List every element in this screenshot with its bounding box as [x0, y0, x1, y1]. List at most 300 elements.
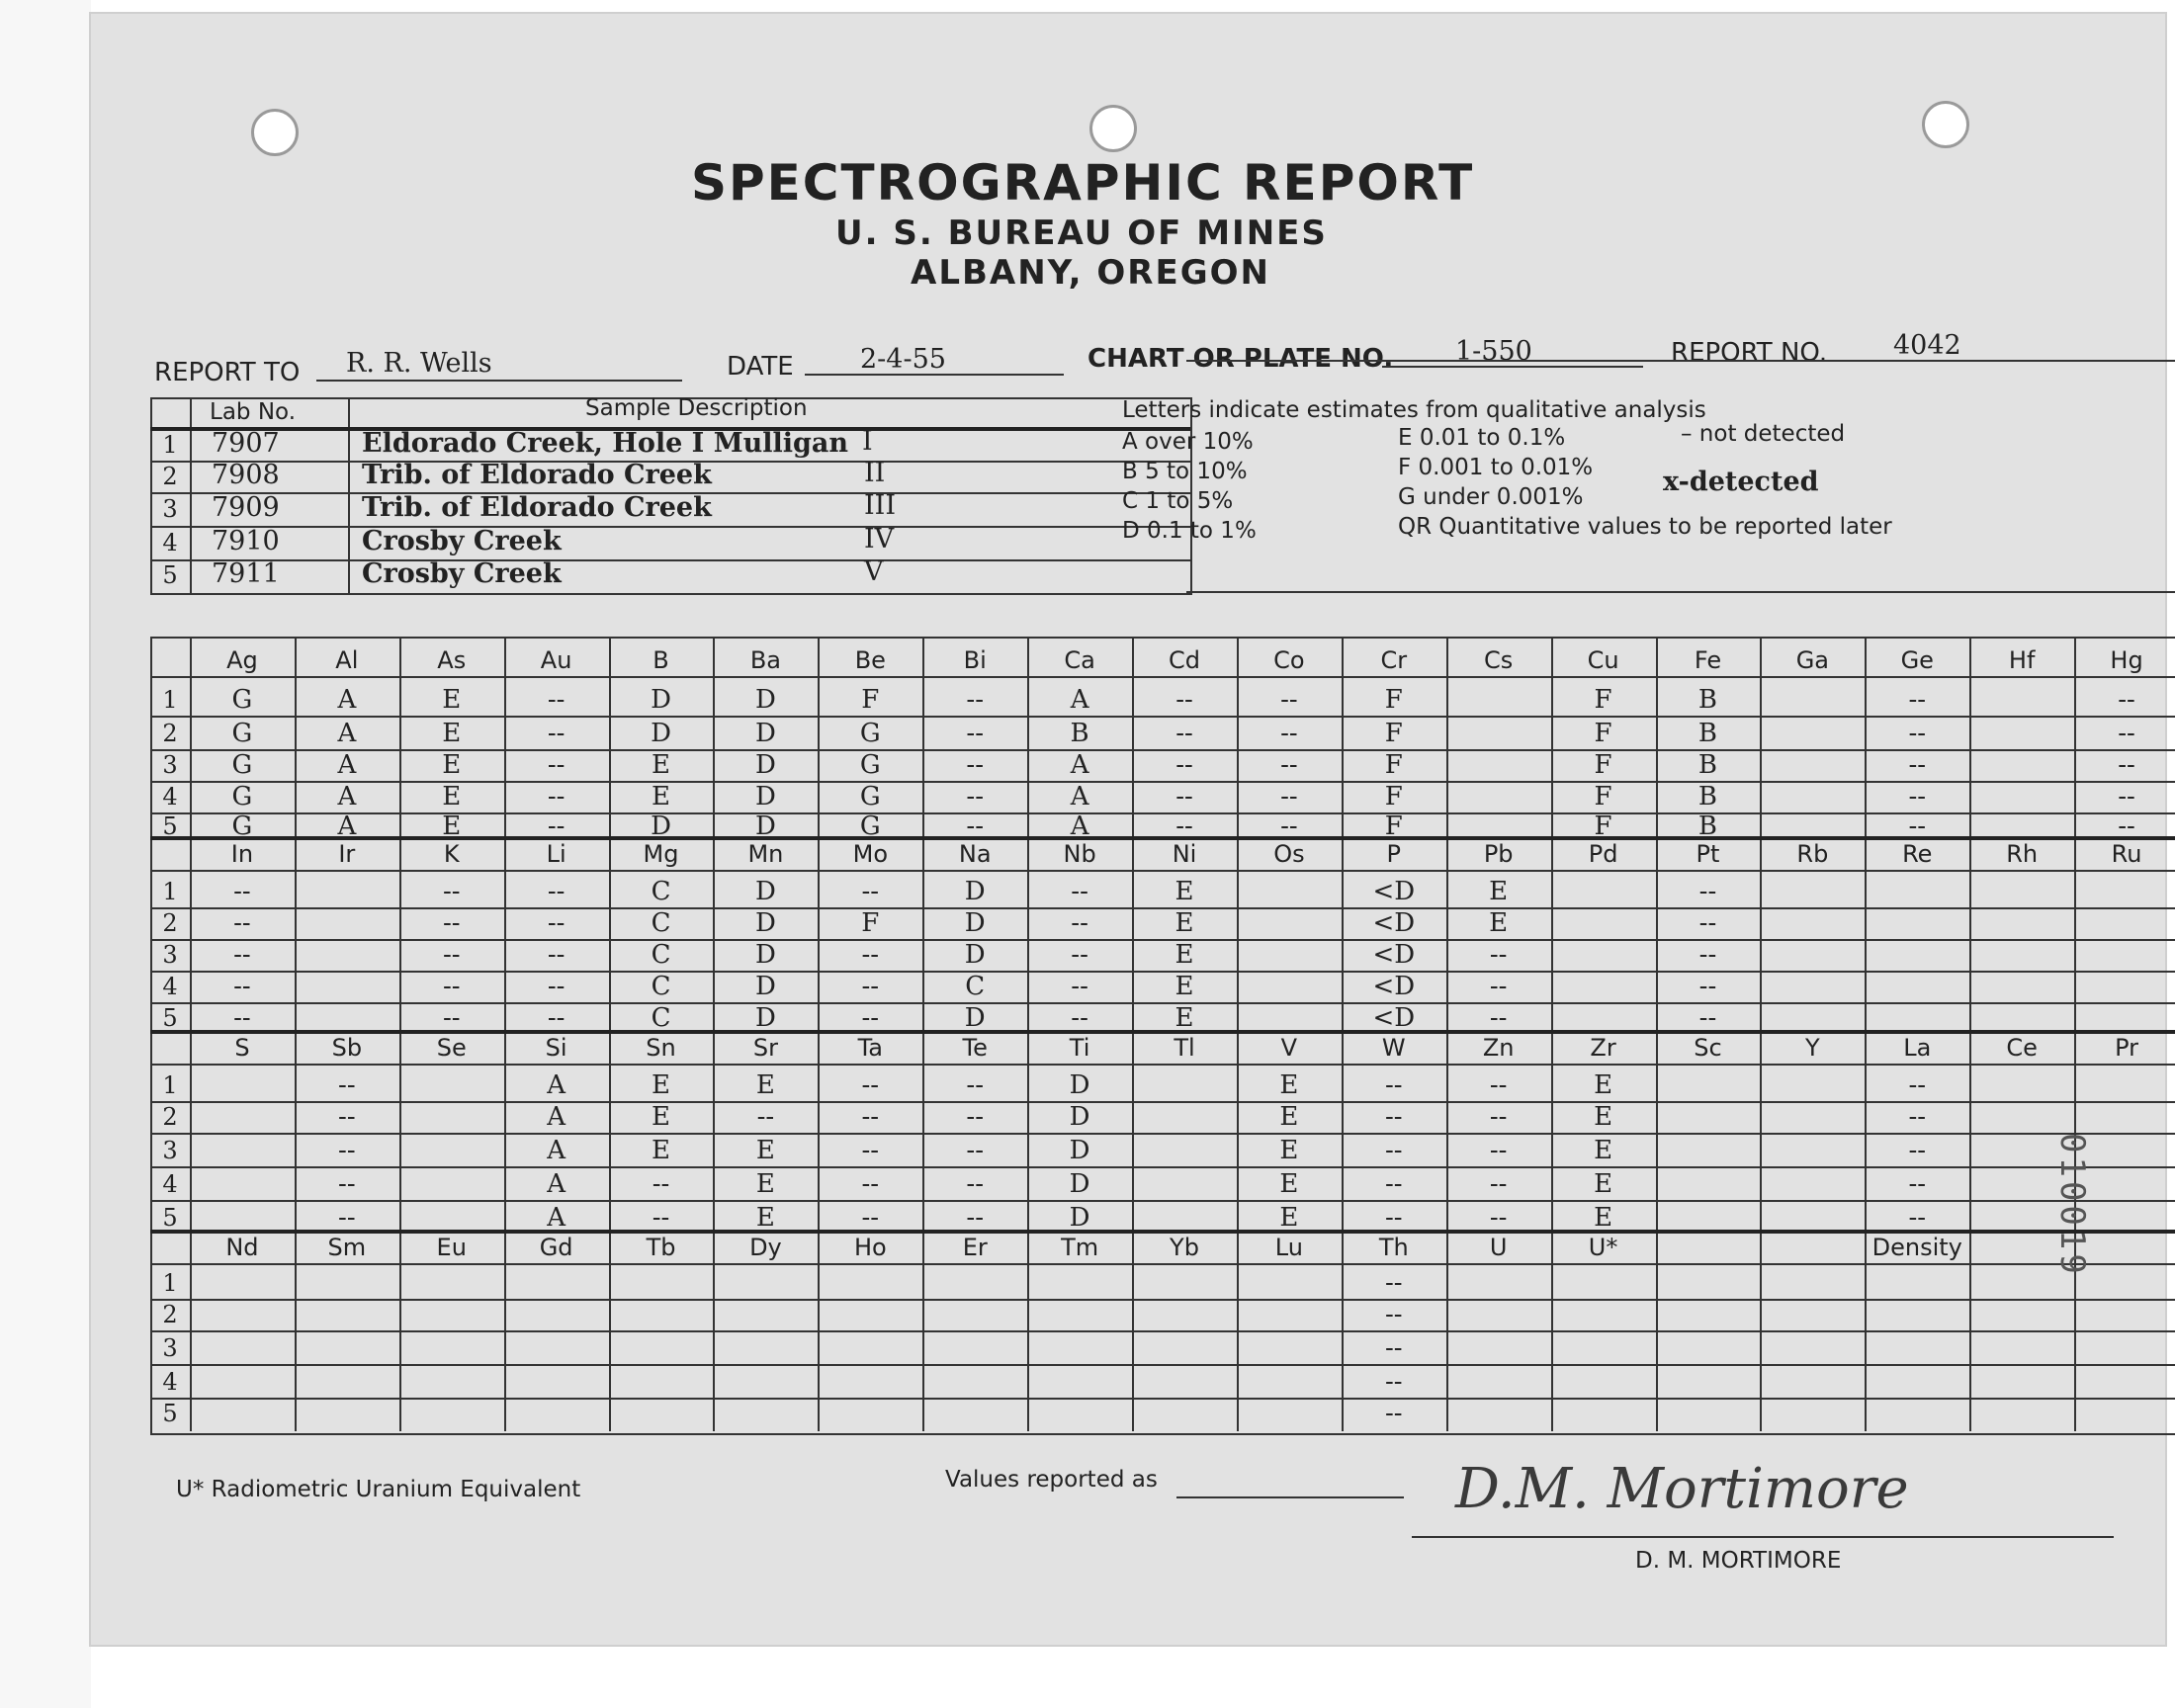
element-symbol-header: Ru: [2111, 840, 2142, 868]
element-estimate-cell: --: [338, 1136, 356, 1165]
element-symbol-header: Pr: [2115, 1034, 2139, 1062]
element-estimate-cell: --: [966, 1070, 984, 1100]
element-estimate-cell: --: [1384, 1367, 1403, 1397]
element-estimate-cell: --: [1071, 877, 1088, 906]
element-estimate-cell: D: [651, 719, 671, 748]
element-symbol-header: S: [234, 1034, 250, 1062]
element-estimate-cell: --: [338, 1169, 356, 1199]
element-symbol-header: Mo: [852, 840, 889, 868]
element-symbol-header: Cd: [1169, 646, 1200, 674]
element-estimate-cell: F: [1384, 685, 1403, 715]
stamp-number: 010019: [2052, 1133, 2092, 1278]
element-symbol-header: Gd: [539, 1234, 573, 1261]
element-estimate-cell: E: [755, 1169, 775, 1199]
element-estimate-cell: --: [861, 1003, 880, 1033]
element-estimate-cell: --: [1384, 1268, 1403, 1298]
sample-table-rule: [150, 559, 1190, 561]
element-estimate-cell: --: [547, 972, 566, 1001]
sample-roman: V: [864, 556, 884, 587]
element-estimate-cell: --: [1908, 750, 1927, 780]
element-estimate-cell: --: [1384, 1169, 1403, 1199]
element-estimate-cell: --: [756, 1102, 775, 1132]
element-grid-row-number: 5: [162, 1004, 178, 1032]
element-grid-row-number: 5: [162, 1400, 178, 1427]
element-symbol-header: In: [230, 840, 254, 868]
element-symbol-header: Ag: [226, 646, 258, 674]
element-estimate-cell: --: [442, 877, 461, 906]
element-estimate-cell: D: [964, 877, 986, 906]
element-estimate-cell: B: [1070, 719, 1089, 748]
sample-roman: III: [864, 490, 896, 521]
element-estimate-cell: E: [442, 811, 462, 841]
element-symbol-header: Ir: [338, 840, 356, 868]
element-symbol-header: Au: [540, 646, 572, 674]
element-symbol-header: Ga: [1795, 646, 1830, 674]
element-estimate-cell: E: [1489, 877, 1509, 906]
element-estimate-cell: G: [231, 750, 253, 780]
element-grid-row-rule: [150, 1166, 2175, 1168]
element-grid-row-number: 2: [162, 909, 178, 937]
element-estimate-cell: --: [966, 719, 984, 748]
element-estimate-cell: --: [861, 940, 880, 970]
element-estimate-cell: --: [1489, 972, 1508, 1001]
element-estimate-cell: A: [337, 719, 357, 748]
element-grid-row-number: 1: [162, 878, 178, 905]
element-symbol-header: Sn: [646, 1034, 676, 1062]
element-estimate-cell: E: [652, 782, 671, 811]
element-estimate-cell: --: [966, 1203, 984, 1233]
element-estimate-cell: --: [861, 877, 880, 906]
element-grid-row-rule: [150, 1133, 2175, 1135]
element-estimate-cell: G: [231, 811, 253, 841]
element-estimate-cell: E: [1279, 1136, 1299, 1165]
element-estimate-cell: <D: [1372, 1003, 1416, 1033]
element-symbol-header: Mg: [643, 840, 679, 868]
element-grid-row-number: 1: [162, 1269, 178, 1297]
element-grid-column-rule: [1656, 637, 1658, 1431]
element-grid-row-number: 5: [162, 812, 178, 840]
sample-row-number: 3: [162, 495, 178, 523]
element-estimate-cell: F: [1384, 782, 1403, 811]
element-symbol-header: P: [1386, 840, 1402, 868]
element-estimate-cell: --: [442, 1003, 461, 1033]
element-estimate-cell: --: [547, 1003, 566, 1033]
element-symbol-header: Zr: [1590, 1034, 1616, 1062]
element-estimate-cell: F: [861, 908, 880, 938]
element-grid-column-rule: [1865, 637, 1867, 1431]
element-estimate-cell: F: [1384, 811, 1403, 841]
element-symbol-header: Sc: [1694, 1034, 1722, 1062]
element-estimate-cell: --: [1489, 1102, 1508, 1132]
element-estimate-cell: E: [652, 1070, 671, 1100]
sample-description: Crosby Creek: [362, 558, 562, 589]
element-estimate-cell: --: [1280, 719, 1298, 748]
date-label: DATE: [727, 352, 794, 382]
element-estimate-cell: <D: [1372, 940, 1416, 970]
element-estimate-cell: --: [1175, 811, 1193, 841]
element-estimate-cell: D: [754, 685, 776, 715]
element-estimate-cell: A: [547, 1102, 566, 1132]
element-estimate-cell: C: [651, 1003, 671, 1033]
element-estimate-cell: --: [966, 1102, 984, 1132]
signer-name: D. M. MORTIMORE: [1635, 1548, 1842, 1574]
element-symbol-header: Mn: [747, 840, 784, 868]
element-estimate-cell: D: [754, 1003, 776, 1033]
values-reported-label: Values reported as: [945, 1467, 1158, 1493]
element-symbol-header: Na: [958, 840, 992, 868]
element-estimate-cell: --: [1698, 908, 1717, 938]
plate-value: 1-550: [1455, 336, 1532, 367]
element-symbol-header: Pd: [1588, 840, 1618, 868]
element-symbol-header: Cs: [1484, 646, 1514, 674]
element-estimate-cell: --: [1908, 1102, 1927, 1132]
element-symbol-header: Si: [545, 1034, 567, 1062]
element-estimate-cell: --: [966, 1169, 984, 1199]
element-symbol-header: Hf: [2008, 646, 2036, 674]
element-estimate-cell: --: [1384, 1300, 1403, 1329]
element-grid-row-rule: [150, 1200, 2175, 1202]
element-estimate-cell: A: [1070, 811, 1089, 841]
element-estimate-cell: D: [964, 940, 986, 970]
element-estimate-cell: D: [754, 972, 776, 1001]
element-estimate-cell: --: [1489, 1003, 1508, 1033]
element-symbol-header: Re: [1902, 840, 1933, 868]
element-grid-row-number: 3: [162, 1137, 178, 1164]
element-estimate-cell: --: [861, 1070, 880, 1100]
sample-lab-no: 7909: [212, 492, 280, 523]
element-grid-header-rule: [150, 676, 2175, 678]
element-estimate-cell: C: [965, 972, 986, 1001]
element-estimate-cell: --: [547, 877, 566, 906]
element-symbol-header: V: [1280, 1034, 1298, 1062]
element-estimate-cell: --: [1698, 1003, 1717, 1033]
element-grid-header-rule: [150, 870, 2175, 872]
report-no-value: 4042: [1893, 330, 1961, 361]
element-estimate-cell: C: [651, 877, 671, 906]
element-estimate-cell: D: [651, 811, 671, 841]
element-estimate-cell: --: [442, 940, 461, 970]
element-estimate-cell: D: [754, 877, 776, 906]
signature-line: [1412, 1536, 2114, 1538]
element-estimate-cell: --: [338, 1070, 356, 1100]
element-grid-column-rule: [609, 637, 611, 1431]
element-estimate-cell: E: [755, 1136, 775, 1165]
element-grid-row-number: 4: [162, 1368, 178, 1396]
element-estimate-cell: G: [859, 811, 881, 841]
element-estimate-cell: E: [1174, 1003, 1194, 1033]
element-estimate-cell: <D: [1372, 908, 1416, 938]
sample-lab-no: 7908: [212, 460, 280, 490]
element-estimate-cell: --: [1175, 685, 1193, 715]
report-to-label: REPORT TO: [154, 358, 301, 387]
element-symbol-header: Tl: [1174, 1034, 1195, 1062]
element-estimate-cell: E: [442, 750, 462, 780]
report-title: SPECTROGRAPHIC REPORT: [691, 154, 1475, 212]
element-estimate-cell: D: [754, 811, 776, 841]
element-grid-row-rule: [150, 1330, 2175, 1332]
element-estimate-cell: --: [1698, 972, 1717, 1001]
sample-row-number: 4: [162, 529, 178, 556]
element-estimate-cell: --: [233, 940, 251, 970]
element-estimate-cell: --: [1384, 1333, 1403, 1363]
element-estimate-cell: D: [1069, 1070, 1090, 1100]
element-symbol-header: Ba: [749, 646, 781, 674]
element-symbol-header: Cu: [1587, 646, 1619, 674]
legend-a: A over 10%: [1122, 429, 1254, 455]
element-symbol-header: Bi: [963, 646, 987, 674]
signature: D.M. Mortimore: [1455, 1457, 1909, 1521]
element-symbol-header: Tm: [1061, 1234, 1099, 1261]
element-symbol-header: Ni: [1172, 840, 1197, 868]
element-estimate-cell: --: [1908, 1203, 1927, 1233]
element-symbol-header: Te: [962, 1034, 988, 1062]
element-estimate-cell: A: [547, 1203, 566, 1233]
element-estimate-cell: --: [1698, 877, 1717, 906]
element-estimate-cell: --: [1280, 811, 1298, 841]
element-estimate-cell: --: [1908, 1136, 1927, 1165]
element-estimate-cell: D: [754, 940, 776, 970]
sample-table-rule: [150, 526, 1190, 528]
element-symbol-header: Rb: [1796, 840, 1829, 868]
element-estimate-cell: F: [1384, 719, 1403, 748]
sample-lab-no: 7911: [212, 558, 280, 589]
element-symbol-header: Be: [854, 646, 886, 674]
element-grid-column-rule: [190, 637, 192, 1431]
element-estimate-cell: F: [1594, 782, 1612, 811]
element-symbol-header: La: [1903, 1034, 1932, 1062]
element-estimate-cell: F: [861, 685, 880, 715]
element-estimate-cell: F: [1594, 811, 1612, 841]
element-estimate-cell: C: [651, 908, 671, 938]
element-estimate-cell: D: [964, 1003, 986, 1033]
element-estimate-cell: E: [755, 1203, 775, 1233]
element-grid-column-rule: [504, 637, 506, 1431]
element-estimate-cell: --: [1908, 685, 1927, 715]
element-estimate-cell: E: [1594, 1102, 1613, 1132]
element-estimate-cell: --: [966, 685, 984, 715]
element-estimate-cell: --: [1384, 1399, 1403, 1428]
sample-roman: I: [862, 426, 873, 457]
element-estimate-cell: --: [1908, 1169, 1927, 1199]
element-estimate-cell: --: [547, 940, 566, 970]
element-estimate-cell: A: [1070, 782, 1089, 811]
u-star-note: U* Radiometric Uranium Equivalent: [176, 1477, 581, 1502]
element-estimate-cell: --: [1489, 1203, 1508, 1233]
element-estimate-cell: A: [337, 685, 357, 715]
legend-heading: Letters indicate estimates from qualitative analysis: [1122, 397, 1706, 423]
sample-lab-no: 7910: [212, 526, 280, 556]
element-estimate-cell: E: [1594, 1203, 1613, 1233]
element-estimate-cell: --: [1280, 750, 1298, 780]
sample-description: Crosby Creek: [362, 526, 562, 556]
element-estimate-cell: G: [859, 750, 881, 780]
element-estimate-cell: E: [1594, 1070, 1613, 1100]
element-estimate-cell: D: [754, 908, 776, 938]
element-estimate-cell: D: [754, 782, 776, 811]
element-estimate-cell: --: [338, 1102, 356, 1132]
element-estimate-cell: D: [754, 719, 776, 748]
element-estimate-cell: --: [1280, 782, 1298, 811]
element-estimate-cell: D: [651, 685, 671, 715]
element-estimate-cell: --: [1489, 1070, 1508, 1100]
element-estimate-cell: A: [1070, 685, 1089, 715]
element-estimate-cell: E: [1174, 877, 1194, 906]
element-estimate-cell: F: [1384, 750, 1403, 780]
element-estimate-cell: --: [547, 719, 566, 748]
element-grid-row-number: 1: [162, 1071, 178, 1099]
element-symbol-header: Yb: [1170, 1234, 1199, 1261]
element-estimate-cell: --: [1071, 1003, 1088, 1033]
element-grid-column-rule: [2074, 637, 2076, 1431]
element-symbol-header: W: [1381, 1034, 1406, 1062]
element-estimate-cell: E: [442, 782, 462, 811]
sample-row-number: 5: [162, 561, 178, 589]
element-grid-column-rule: [1027, 637, 1029, 1431]
element-estimate-cell: --: [1489, 1136, 1508, 1165]
element-estimate-cell: --: [966, 750, 984, 780]
element-estimate-cell: --: [1384, 1203, 1403, 1233]
element-estimate-cell: E: [442, 685, 462, 715]
sample-description-header: Sample Description: [585, 395, 808, 421]
element-symbol-header: Sm: [327, 1234, 367, 1261]
element-estimate-cell: F: [1594, 685, 1612, 715]
legend-c: C 1 to 5%: [1122, 488, 1234, 514]
element-grid-row-number: 3: [162, 751, 178, 779]
element-symbol-header: Ce: [2006, 1034, 2038, 1062]
element-estimate-cell: E: [755, 1070, 775, 1100]
element-symbol-header: U*: [1588, 1234, 1618, 1261]
element-symbol-header: Li: [546, 840, 566, 868]
element-estimate-cell: B: [1697, 782, 1718, 811]
element-estimate-cell: G: [231, 782, 253, 811]
element-symbol-header: B: [652, 646, 669, 674]
element-estimate-cell: E: [1279, 1169, 1299, 1199]
element-symbol-header: Rh: [2006, 840, 2039, 868]
element-estimate-cell: --: [861, 972, 880, 1001]
element-symbol-header: Fe: [1694, 646, 1722, 674]
element-estimate-cell: --: [2118, 750, 2135, 780]
element-grid-row-rule: [150, 1101, 2175, 1103]
element-estimate-cell: --: [547, 908, 566, 938]
element-estimate-cell: --: [1908, 719, 1927, 748]
element-estimate-cell: E: [1594, 1136, 1613, 1165]
element-estimate-cell: --: [547, 685, 566, 715]
element-grid-column-rule: [1551, 637, 1553, 1431]
element-estimate-cell: --: [1175, 719, 1193, 748]
element-estimate-cell: A: [337, 782, 357, 811]
date-value: 2-4-55: [860, 344, 946, 375]
values-reported-line: [1176, 1496, 1404, 1498]
element-symbol-header: Er: [962, 1234, 988, 1261]
element-estimate-cell: --: [1071, 972, 1088, 1001]
element-symbol-header: Lu: [1274, 1234, 1303, 1261]
element-estimate-cell: --: [1908, 811, 1927, 841]
element-symbol-header: Density: [1871, 1234, 1962, 1261]
element-symbol-header: Ti: [1069, 1034, 1090, 1062]
element-grid-row-number: 2: [162, 720, 178, 747]
element-estimate-cell: --: [861, 1203, 880, 1233]
element-estimate-cell: --: [1384, 1070, 1403, 1100]
element-symbol-header: Ho: [853, 1234, 887, 1261]
element-symbol-header: Ca: [1064, 646, 1095, 674]
element-estimate-cell: <D: [1372, 877, 1416, 906]
element-estimate-cell: E: [1174, 972, 1194, 1001]
element-estimate-cell: A: [1070, 750, 1089, 780]
element-estimate-cell: --: [652, 1169, 670, 1199]
element-grid-row-number: 4: [162, 1170, 178, 1198]
element-estimate-cell: --: [233, 908, 251, 938]
element-estimate-cell: --: [1384, 1136, 1403, 1165]
element-symbol-header: As: [437, 646, 467, 674]
element-estimate-cell: --: [861, 1169, 880, 1199]
element-estimate-cell: C: [651, 972, 671, 1001]
element-estimate-cell: --: [861, 1102, 880, 1132]
element-grid-row-number: 4: [162, 973, 178, 1000]
date-line: [805, 374, 1064, 376]
element-estimate-cell: --: [233, 1003, 251, 1033]
element-grid-column-rule: [818, 637, 820, 1431]
element-estimate-cell: E: [652, 1136, 671, 1165]
element-estimate-cell: E: [1279, 1070, 1299, 1100]
element-estimate-cell: E: [1279, 1203, 1299, 1233]
element-grid-row-number: 3: [162, 941, 178, 969]
element-estimate-cell: --: [547, 782, 566, 811]
element-grid-column-rule: [1760, 637, 1762, 1431]
element-estimate-cell: --: [2118, 685, 2135, 715]
element-symbol-header: Nd: [225, 1234, 259, 1261]
element-estimate-cell: G: [859, 782, 881, 811]
element-grid-row-rule: [150, 1364, 2175, 1366]
scan-margin: [0, 0, 91, 1708]
element-estimate-cell: D: [1069, 1203, 1090, 1233]
element-symbol-header: Al: [335, 646, 359, 674]
element-estimate-cell: --: [442, 972, 461, 1001]
element-grid-column-rule: [922, 637, 924, 1431]
element-estimate-cell: --: [1175, 782, 1193, 811]
element-estimate-cell: --: [2118, 811, 2135, 841]
element-symbol-header: U: [1489, 1234, 1508, 1261]
legend-e: E 0.01 to 0.1%: [1398, 425, 1566, 451]
element-estimate-cell: B: [1697, 750, 1718, 780]
element-symbol-header: Sr: [752, 1034, 778, 1062]
element-estimate-cell: --: [233, 972, 251, 1001]
element-estimate-cell: --: [1908, 1070, 1927, 1100]
sample-description: Eldorado Creek, Hole I Mulligan: [362, 428, 848, 459]
element-grid-column-rule: [713, 637, 715, 1431]
element-estimate-cell: A: [337, 811, 357, 841]
element-grid-header-rule: [150, 1064, 2175, 1066]
legend-d: D 0.1 to 1%: [1122, 518, 1257, 544]
element-symbol-header: K: [443, 840, 460, 868]
element-symbol-header: Th: [1378, 1234, 1409, 1261]
element-estimate-cell: A: [547, 1136, 566, 1165]
element-estimate-cell: --: [1384, 1102, 1403, 1132]
element-grid-column-rule: [399, 637, 401, 1431]
sample-roman: IV: [864, 524, 895, 555]
element-estimate-cell: --: [1908, 782, 1927, 811]
element-estimate-cell: --: [1071, 940, 1088, 970]
legend-not-detected: – not detected: [1681, 421, 1846, 447]
element-grid-column-rule: [1446, 637, 1448, 1431]
agency-location: ALBANY, OREGON: [911, 253, 1270, 293]
element-grid-column-rule: [1237, 637, 1239, 1431]
element-estimate-cell: D: [1069, 1136, 1090, 1165]
plate-label: CHART OR PLATE NO.: [1088, 344, 1394, 374]
element-estimate-cell: B: [1697, 685, 1718, 715]
element-estimate-cell: A: [547, 1070, 566, 1100]
element-symbol-header: Pb: [1483, 840, 1514, 868]
element-estimate-cell: --: [1698, 940, 1717, 970]
